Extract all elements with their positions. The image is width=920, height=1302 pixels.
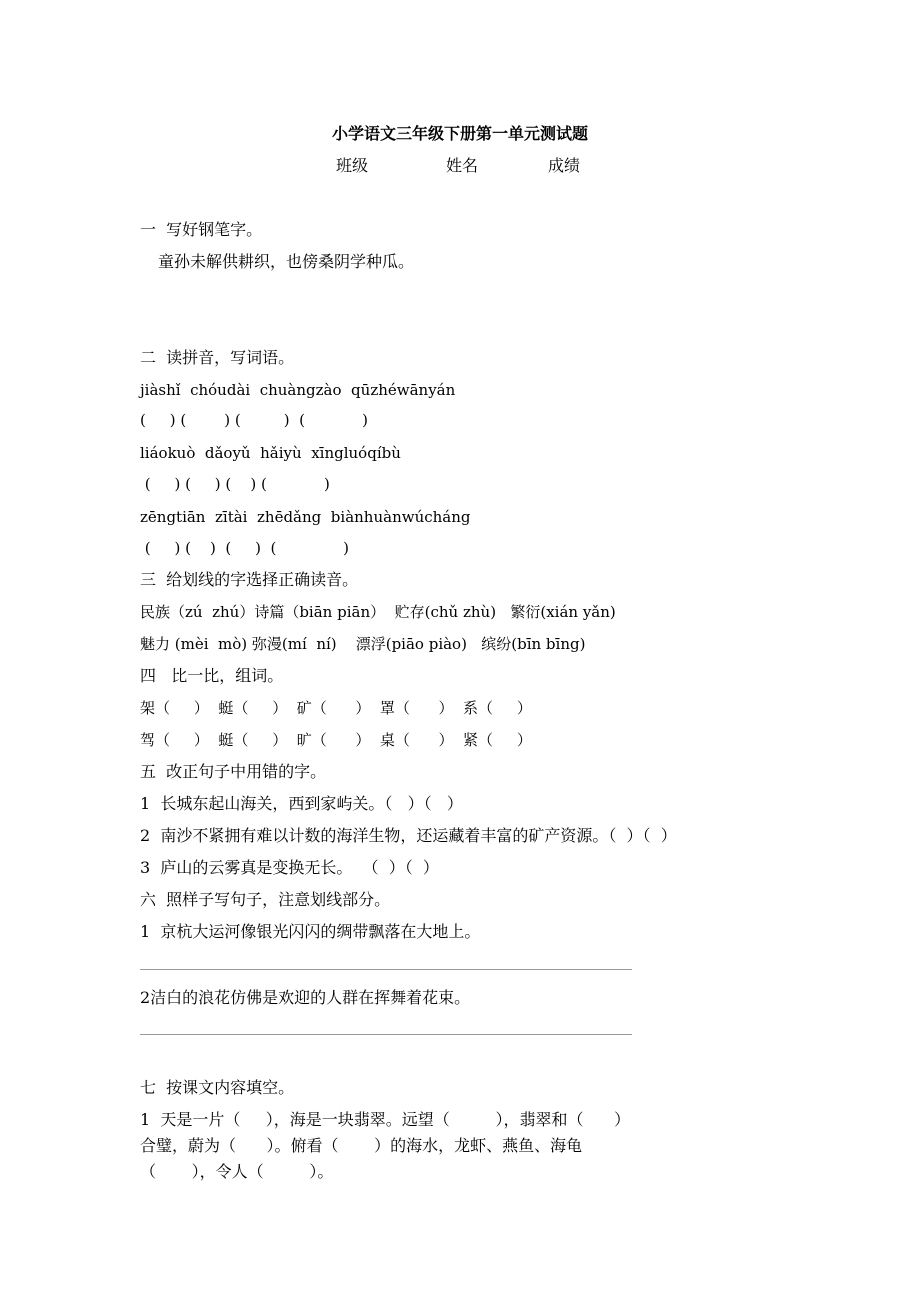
pinyin-row-1: jiàshǐ chóudài chuàngzào qūzhéwānyán <box>140 381 456 399</box>
pinyin-row-3: zēngtiān zītài zhēdǎng biànhuànwúcháng <box>140 508 471 526</box>
section-3-heading: 三 给划线的字选择正确读音。 <box>140 570 359 589</box>
fill-in-line-2: 合璧，蔚为（ ）。俯看（ ）的海水，龙虾、燕鱼、海龟 <box>140 1136 583 1155</box>
compare-row-2: 驾（ ） 蜓（ ） 旷（ ） 桌（ ） 紧（ ） <box>140 731 532 749</box>
section-1-heading: 一 写好钢笔字。 <box>140 220 263 239</box>
correction-q3: 3 庐山的云雾真是变换无长。 （ ）（ ） <box>140 858 439 877</box>
section-6-heading: 六 照样子写句子，注意划线部分。 <box>140 890 391 909</box>
imitation-q1: 1 京杭大运河像银光闪闪的绸带飘落在大地上。 <box>140 922 481 941</box>
section-7-heading: 七 按课文内容填空。 <box>140 1078 295 1097</box>
score-label: 成绩 <box>548 156 581 175</box>
fill-in-line-3: （ ），令人（ ）。 <box>140 1162 334 1181</box>
class-label: 班级 <box>336 156 369 175</box>
correction-q1: 1 长城东起山海关，西到家屿关。（ ）（ ） <box>140 794 463 813</box>
correction-q2: 2 南沙不紧拥有难以计数的海洋生物，还运藏着丰富的矿产资源。（ ）（ ） <box>140 826 677 845</box>
blank-row-1: ( ) ( ) ( ) ( ) <box>140 411 369 429</box>
page-title: 小学语文三年级下册第一单元测试题 <box>331 124 588 143</box>
name-label: 姓名 <box>446 156 479 175</box>
imitation-q2: 2洁白的浪花仿佛是欢迎的人群在挥舞着花束。 <box>140 988 471 1007</box>
blank-row-3: ( ) ( ) ( ) ( ) <box>140 539 349 557</box>
section-5-heading: 五 改正句子中用错的字。 <box>140 762 327 781</box>
compare-row-1: 架（ ） 蜓（ ） 矿（ ） 罩（ ） 系（ ） <box>140 699 532 717</box>
fill-in-line-1: 1 天是一片（ ），海是一块翡翠。远望（ ），翡翠和（ ） <box>140 1110 631 1129</box>
section-4-heading: 四 比一比，组词。 <box>140 666 284 685</box>
pronunciation-row-2: 魅力 (mèi mò) 弥漫(mí ní) 漂浮(piāo piào) 缤纷(bīn bīng) <box>140 635 586 653</box>
answer-line-1 <box>140 969 632 970</box>
section-2-heading: 二 读拼音，写词语。 <box>140 348 295 367</box>
pronunciation-row-1: 民族（zú zhú）诗篇（biān piān） 贮存(chǔ zhù) 繁衍(xián yǎn) <box>140 603 616 621</box>
blank-row-2: ( ) ( ) ( ) ( ) <box>140 475 330 493</box>
pinyin-row-2: liáokuò dǎoyǔ hǎiyù xīngluóqíbù <box>140 444 401 462</box>
section-1-content: 童孙未解供耕织，也傍桑阴学种瓜。 <box>158 252 415 271</box>
answer-line-2 <box>140 1034 632 1035</box>
